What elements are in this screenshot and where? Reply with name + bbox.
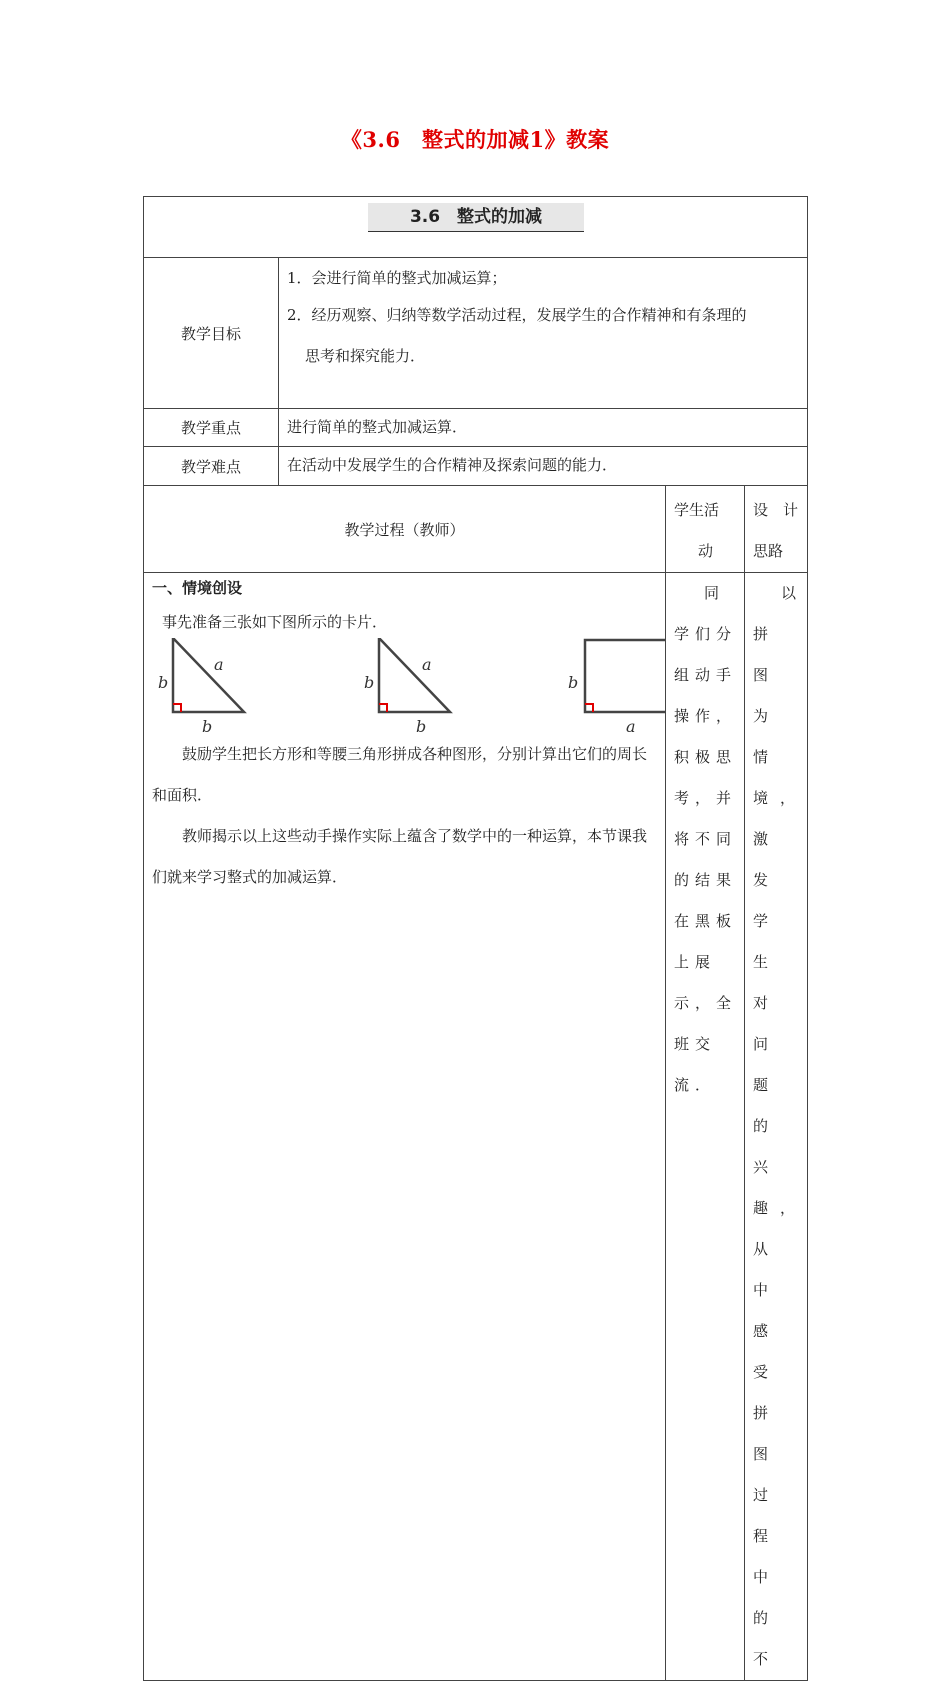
rect-b-label: b	[568, 673, 579, 692]
paragraph: 鼓励学生把长方形和等腰三角形拼成各种图形，分别计算出它们的周长和面积．	[152, 745, 648, 804]
lesson-plan-table	[143, 196, 808, 1681]
rect-a-label: a	[626, 717, 636, 736]
tri2-b-bottom-label: b	[416, 717, 427, 736]
process-content	[144, 573, 666, 1681]
design-header-line: 设 计	[753, 501, 799, 519]
goal-item: 2．经历观察、归纳等数学活动过程，发展学生的合作精神和有条理的	[287, 306, 747, 324]
goals-label: 教学目标	[144, 258, 279, 409]
student-header-line: 学生活	[674, 501, 720, 519]
paragraph: 教师揭示以上这些动手操作实际上蕴含了数学中的一种运算，本节课我们就来学习整式的加减运算．	[152, 827, 648, 886]
process-header: 教学过程（教师）	[144, 486, 666, 573]
tri1-b-bottom-label: b	[202, 717, 213, 736]
design-header-line: 思路	[753, 542, 784, 560]
design-idea-header	[745, 486, 808, 573]
paragraph: 事先准备三张如下图所示的卡片．	[162, 613, 388, 631]
table-heading-cell	[144, 197, 808, 258]
rectangle-card	[585, 640, 666, 712]
card-figures-svg	[144, 638, 666, 738]
goal-item: 思考和探究能力．	[305, 347, 426, 365]
goals-cell	[279, 258, 808, 409]
section-heading: 3.6 整式的加减	[368, 203, 584, 232]
triangle-card-1	[173, 638, 244, 712]
tri2-b-left-label: b	[364, 673, 375, 692]
card-figures	[144, 638, 665, 736]
triangle-card-2	[379, 638, 450, 712]
student-activity-text: 同学们分组动手操作，积极思考，并将不同的结果在黑板上展示，全班交流．	[674, 584, 738, 1094]
focus-text: 进行简单的整式加减运算．	[279, 409, 808, 447]
difficulty-label: 教学难点	[144, 447, 279, 486]
tri1-a-label: a	[214, 655, 224, 674]
student-activity-cell	[666, 573, 745, 1681]
tri2-a-label: a	[422, 655, 432, 674]
focus-label: 教学重点	[144, 409, 279, 447]
goal-item: 1．会进行简单的整式加减运算；	[287, 269, 507, 287]
difficulty-text: 在活动中发展学生的合作精神及探索问题的能力．	[279, 447, 808, 486]
tri1-b-left-label: b	[158, 673, 169, 692]
design-idea-cell	[745, 573, 808, 1681]
section-title: 一、情境创设	[152, 579, 243, 597]
document-title: 《3.6 整式的加减1》教案	[340, 127, 610, 152]
student-header-line: 动	[698, 542, 714, 560]
student-activity-header	[666, 486, 745, 573]
design-idea-text: 以拼图为情境，激发学生对问题的兴趣，从中感受拼图过程中的不	[753, 584, 809, 1668]
